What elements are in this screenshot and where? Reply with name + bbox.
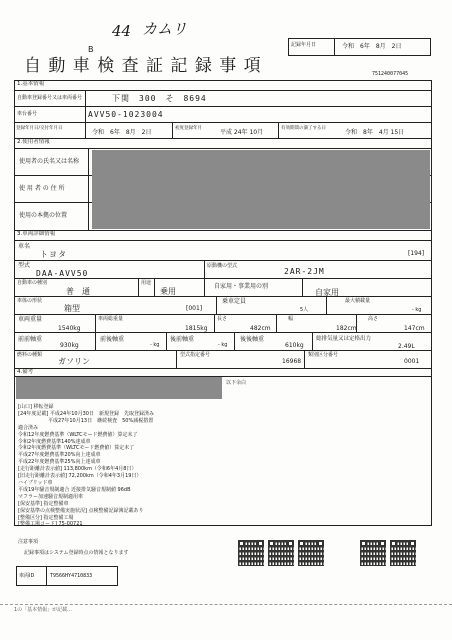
notice-text: 記録事項はシステム登録時点の情報となります [24,550,129,556]
kind-value: 普 通 [66,287,90,296]
car-id-value: T9566HY4710833 [50,573,93,579]
gross-value: 1815kg [185,325,208,332]
fuel-value: ガソリン [58,357,90,366]
note-line: [保安基準の点検整備実施状況] 点検整備記録簿記載あり [18,507,144,514]
note-line: 平成19年騒音規制適合 近接排気騒音規制値 96dB [18,486,131,493]
model-value: DAA-AVV50 [36,269,89,278]
note-line: 令和2年度燃費基準（WLTCモード燃費値）算定未了 [18,445,135,452]
class-value: 0001 [404,358,420,365]
notice-title: 注意事項 [18,539,39,545]
capacity-value: 5人 [300,307,309,313]
max-load-label: 最大積載量 [345,298,371,304]
type-no-label: 型式指定番号 [180,352,211,358]
issue-value: 令和 6年 8月 2日 [92,129,152,136]
note-line: [保安基準] 指定整備車 [18,500,69,507]
kind-label: 自動車の種別 [17,280,48,286]
max-load-value: - kg [412,307,422,313]
engine-value: 2AR-2JM [284,267,325,276]
bottom-note: 1の「基本情報」が記載... [14,607,72,613]
record-date-label: 記録年月日 [291,42,317,48]
qr-code-1 [238,540,264,566]
use-label: 用途 [141,280,152,286]
chassis-label: 車台番号 [17,111,38,117]
expiry-label: 有効期間の満了する日 [281,126,326,131]
length-label: 長さ [217,316,228,322]
note-line: [24年度記載] 平成24年10月30日 新規登録 先取登録済み [18,410,154,417]
note-line: [整備区分] 指定整備工場 [18,514,74,521]
b-mark: B [88,45,94,54]
note-line: [整備工場コード] 75-00721 [18,521,83,528]
redacted-user-info [92,150,430,229]
redacted-notes-header [16,377,222,399]
fuel-label: 燃料の種類 [17,352,43,358]
gross-label: 車両総重量 [98,316,124,322]
rr-value: 610kg [285,342,304,349]
handwritten-code: 44 [112,22,132,40]
length-value: 482cm [250,325,271,332]
serial-number: 751240077045 [372,71,409,77]
qr-code-5 [390,540,416,566]
user-base-label: 使用の本拠の位置 [19,212,68,219]
fr-value: - kg [150,342,160,348]
note-line: 令和12年度燃費基準（WLTCモード燃費値）算定未了 [18,431,138,438]
chassis-value: AVV50-1023004 [88,110,164,119]
width-value: 182cm [336,325,357,332]
rf-label: 後前軸重 [170,336,195,343]
displacement-value: 2.49L [398,343,415,350]
height-label: 高さ [368,316,379,322]
note-line: ハイブリッド車 [18,479,53,486]
section-notes: 4.備考 [17,369,34,375]
ff-value: 930kg [60,342,79,349]
note-line: 平成27年10月13日 継続検査 50%減税措置 [18,417,154,424]
maker-code: [194] [408,250,425,257]
first-reg-value: 平成 24年 10月 [220,129,264,136]
note-line: 令和2年度燃費基準140%達成車 [18,438,91,445]
user-name-label: 使用者の氏名又は名称 [19,158,80,165]
note-line: 平成22年度燃費基準25%向上達成車 [18,459,101,466]
first-reg-label: 初度登録年月 [175,126,202,131]
weight-label: 車両重量 [18,316,43,323]
reg-label: 自動車登録番号又は車両番号 [17,95,83,101]
private-label: 自家用・事業用の別 [214,283,269,290]
body-code: [001] [186,305,203,312]
reg-value: 下関 300 そ 8694 [112,94,207,103]
qr-code-3 [298,540,324,566]
issue-label: 登録年月日/交付年月日 [16,126,63,131]
page-title: 自 動 車 検 査 証 記 録 事 項 [24,56,262,76]
note-line: [走行距離計表示値] 113,800km（令和6年4月8日） [18,466,137,473]
note-line: [旧走行距離計表示値] 72,200km（令和4年3月19日） [18,473,142,480]
rf-value: - kg [218,342,228,348]
model-label: 型式 [18,262,31,269]
qr-code-2 [268,540,294,566]
height-value: 147cm [404,325,425,332]
use-value: 乗用 [160,287,176,296]
type-no-value: 16968 [282,358,302,365]
note-line: 適合済み [18,424,39,431]
fr-label: 前後軸重 [100,336,125,343]
capacity-label: 乗車定員 [222,298,247,305]
record-date: 令和 6年 8月 2日 [342,43,402,50]
expiry-value: 令和 8年 4月 15日 [345,129,405,136]
notes-lines [18,404,154,528]
weight-value: 1540kg [58,325,81,332]
body-label: 車体の形状 [17,298,43,304]
displacement-label: 総排気量又は定格出力 [316,336,372,342]
user-address-label: 使 用 者 の 住 所 [19,185,65,192]
ff-label: 前前軸重 [18,336,43,343]
car-id-label: 車両ID [19,573,35,579]
note-line: 平成27年度燃費基準20%向上達成車 [18,452,101,459]
note-line: [山口] 移転登録 [18,404,54,410]
handwritten-name: カムリ [142,20,188,38]
rr-label: 後後軸重 [240,336,265,343]
section-vehicle: 3.車両詳細情報 [17,231,56,237]
body-value: 箱型 [64,304,80,313]
private-value: 自家用 [315,288,339,297]
engine-label: 原動機の型式 [207,263,238,269]
qr-code-4 [360,540,386,566]
note-line: マフラー加速騒音規制適用車 [18,493,84,500]
section-user: 2.使用者情報 [17,139,50,145]
maker-value: トヨタ [40,250,67,259]
section-basic: 1.基本情報 [17,81,45,87]
notes-blank: 以下余白 [226,380,247,386]
width-label: 幅 [288,316,294,322]
maker-label: 車名 [18,243,31,250]
class-label: 類別区分番号 [308,352,339,358]
